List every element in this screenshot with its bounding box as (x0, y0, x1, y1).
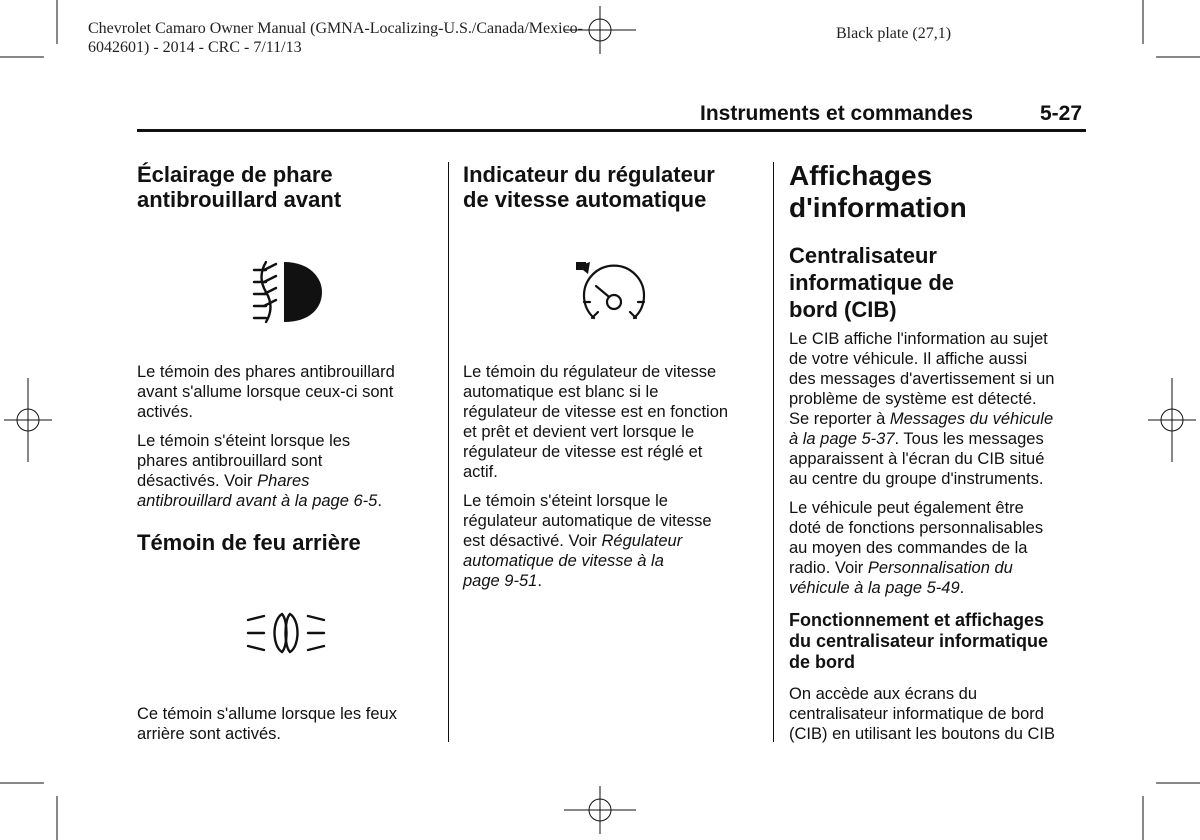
plate-label: Black plate (27,1) (836, 25, 952, 42)
tail-lamp-heading: Témoin de feu arrière (137, 530, 361, 555)
cruise-paragraph-1: Le témoin du régulateur de vitesse automatique est blanc si le régulateur de vitesse est en fonction et prêt et devient vert lorsque le régulateur de vitesse est réglé et actif. (463, 363, 729, 481)
cruise-paragraph-2-end: . (537, 572, 542, 590)
dic-paragraph-1-end: . Tous les messages apparaissent à l'écran du CIB situé au centre du groupe d'instruments. (789, 430, 1045, 488)
tail-lamp-paragraph: Ce témoin s'allume lorsque les feux arrière sont activés. (137, 705, 397, 743)
exterior-lamps-icon (244, 606, 328, 660)
dic-heading: Centralisateur informatique de bord (CIB) (789, 243, 955, 322)
vehicle-messages-cross-reference[interactable]: Messages du véhicule à la page 5-37 (789, 410, 1054, 448)
dic-paragraph-1-text: Le CIB affiche l'information au sujet de votre véhicule. Il affiche aussi des messages d'avertissement si un problème de système est détecté. Se reporter à (789, 330, 1055, 428)
dic-paragraph-2 (789, 498, 1089, 598)
cruise-cross-reference[interactable]: Régulateur automatique de vitesse à la page 9-51 (463, 532, 683, 590)
fog-lamp-cross-reference[interactable]: Phares antibrouillard avant à la page 6-5 (137, 472, 378, 510)
cruise-heading: Indicateur du régulateur de vitesse automatique (463, 162, 715, 212)
column-divider-1 (448, 162, 449, 742)
section-title: Instruments et commandes (700, 102, 974, 125)
page-number: 5-27 (1040, 102, 1083, 125)
print-meta-line1: Chevrolet Camaro Owner Manual (GMNA-Localizing-U.S./Canada/Mexico- (88, 20, 583, 37)
dic-paragraph-2-end: . (959, 579, 965, 597)
cruise-paragraph-2-text: Le témoin s'éteint lorsque le régulateur automatique de vitesse est désactivé. Voir (463, 492, 712, 550)
cruise-control-icon (572, 260, 652, 328)
header-rule (137, 129, 1086, 132)
cruise-paragraph-2 (463, 491, 768, 591)
fog-lamp-heading: Éclairage de phare antibrouillard avant (137, 162, 342, 212)
column-1 (137, 162, 437, 212)
column-divider-2 (773, 162, 774, 742)
fog-lamp-paragraph-2-end: . (377, 492, 382, 510)
dic-paragraph-3: On accède aux écrans du centralisateur informatique de bord (CIB) en utilisant les boutons du CIB (789, 685, 1055, 743)
print-meta-line2: 6042601) - 2014 - CRC - 7/11/13 (88, 39, 302, 56)
fog-lamp-paragraph-2-text: Le témoin s'éteint lorsque les phares antibrouillard sont désactivés. Voir (137, 432, 351, 490)
dic-paragraph-2-text: Le véhicule peut également être doté de fonctions personnalisables au moyen des commandes de la radio. Voir (789, 499, 1044, 577)
info-displays-heading: Affichages d'information (789, 160, 967, 223)
front-fog-lamp-icon (250, 256, 326, 328)
dic-operation-heading: Fonctionnement et affichages du centralisateur informatique de bord (789, 610, 1049, 672)
fog-lamp-paragraph-1: Le témoin des phares antibrouillard avant s'allume lorsque ceux-ci sont activés. (137, 363, 395, 421)
dic-paragraph-1 (789, 329, 1089, 489)
fog-lamp-paragraph-2 (137, 431, 437, 511)
personalization-cross-reference[interactable]: Personnalisation du véhicule à la page 5-49 (789, 559, 1013, 597)
